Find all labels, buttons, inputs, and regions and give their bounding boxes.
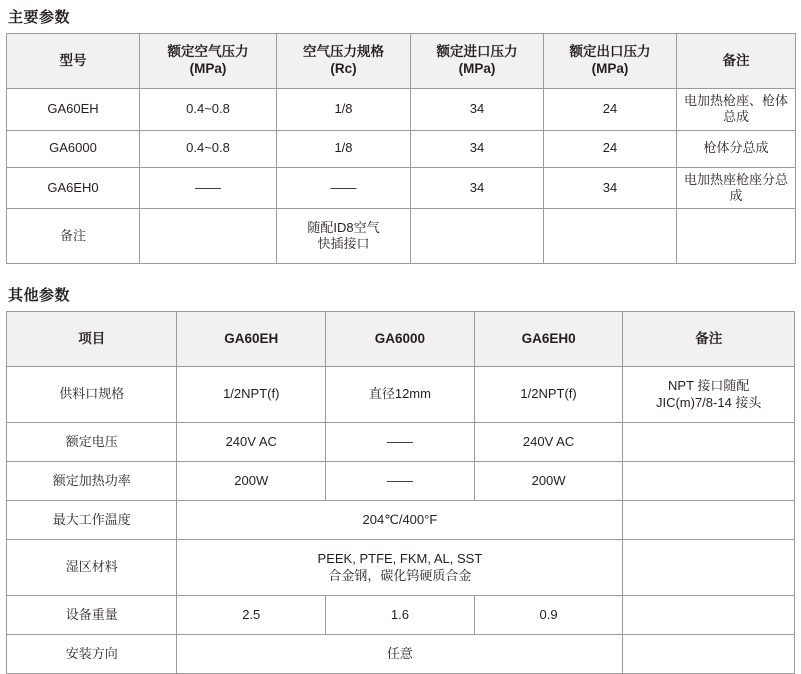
cell-ga6000: 1.6 bbox=[326, 596, 475, 635]
cell-outlet-pressure: 34 bbox=[544, 167, 677, 209]
cell-air-pressure: 0.4~0.8 bbox=[140, 130, 277, 167]
table-row bbox=[7, 501, 795, 540]
cell-outlet-pressure: 24 bbox=[544, 89, 677, 131]
col-header-air-pressure-line1: 额定空气压力 bbox=[167, 44, 249, 60]
cell-remark-line1: NPT 接口随配 bbox=[668, 378, 750, 394]
table-row bbox=[7, 596, 795, 635]
cell-air-pressure: 0.4~0.8 bbox=[140, 89, 277, 131]
col-header-inlet-pressure bbox=[411, 34, 544, 89]
col-header-remark bbox=[677, 34, 796, 89]
cell-footer-inlet bbox=[411, 209, 544, 264]
cell-item: 设备重量 bbox=[7, 596, 177, 635]
col-header-model bbox=[7, 34, 140, 89]
cell-outlet-pressure: 24 bbox=[544, 130, 677, 167]
cell-footer-air-spec bbox=[277, 209, 411, 264]
table-row bbox=[7, 462, 795, 501]
section-title-main-params: 主要参数 bbox=[8, 9, 71, 26]
col-header-air-pressure bbox=[140, 34, 277, 89]
cell-footer-label: 备注 bbox=[7, 209, 140, 264]
cell-model: GA6EH0 bbox=[7, 167, 140, 209]
table-row bbox=[7, 367, 795, 423]
cell-remark bbox=[623, 462, 795, 501]
cell-ga6000: —— bbox=[326, 462, 475, 501]
cell-air-spec: 1/8 bbox=[277, 89, 411, 131]
col-header-inlet-pressure-line2: (MPa) bbox=[458, 61, 496, 76]
cell-ga6eh0: 200W bbox=[474, 462, 623, 501]
cell-inlet-pressure: 34 bbox=[411, 167, 544, 209]
cell-air-spec: 1/8 bbox=[277, 130, 411, 167]
cell-remark: 电加热枪座、枪体总成 bbox=[677, 89, 796, 131]
cell-model: GA60EH bbox=[7, 89, 140, 131]
table-row bbox=[7, 167, 796, 209]
table-row bbox=[7, 540, 795, 596]
col-header-model-line1: 型号 bbox=[59, 52, 87, 68]
cell-remark bbox=[623, 423, 795, 462]
cell-ga60eh: 2.5 bbox=[177, 596, 326, 635]
col-header-outlet-pressure-line1: 额定出口压力 bbox=[569, 44, 651, 60]
cell-merged-value: 任意 bbox=[177, 635, 623, 674]
cell-air-pressure: —— bbox=[140, 167, 277, 209]
cell-footer-air-spec-line1: 随配ID8空气 bbox=[307, 219, 380, 235]
cell-remark bbox=[623, 540, 795, 596]
cell-air-spec: —— bbox=[277, 167, 411, 209]
cell-footer-air-pressure bbox=[140, 209, 277, 264]
cell-inlet-pressure: 34 bbox=[411, 130, 544, 167]
cell-ga60eh: 1/2NPT(f) bbox=[177, 367, 326, 423]
cell-item: 供料口规格 bbox=[7, 367, 177, 423]
col-header-air-pressure-line2: (MPa) bbox=[189, 61, 227, 76]
col-header-item: 项目 bbox=[7, 312, 177, 367]
cell-footer-air-spec-line2: 快插接口 bbox=[317, 236, 370, 251]
cell-remark-line2: JIC(m)7/8-14 接头 bbox=[655, 394, 762, 410]
cell-ga6eh0: 240V AC bbox=[474, 423, 623, 462]
cell-merged-value-line2: 合金钢，碳化钨硬质合金 bbox=[328, 567, 472, 583]
cell-remark bbox=[623, 635, 795, 674]
section-title-other-params: 其他参数 bbox=[8, 287, 71, 304]
document-page bbox=[0, 6, 801, 661]
cell-ga6eh0: 1/2NPT(f) bbox=[474, 367, 623, 423]
cell-item: 湿区材料 bbox=[7, 540, 177, 596]
col-header-air-spec bbox=[277, 34, 411, 89]
table-header-other bbox=[7, 312, 795, 367]
col-header-air-spec-line2: (Rc) bbox=[330, 61, 357, 76]
cell-remark: 电加热座枪座分总成 bbox=[677, 167, 796, 209]
cell-remark bbox=[623, 501, 795, 540]
cell-remark bbox=[623, 596, 795, 635]
table-body-other bbox=[7, 367, 795, 674]
cell-merged-value: 204℃/400°F bbox=[177, 501, 623, 540]
col-header-air-spec-line1: 空气压力规格 bbox=[303, 44, 384, 60]
col-header-inlet-pressure-line1: 额定进口压力 bbox=[436, 44, 518, 60]
table-row bbox=[7, 635, 795, 674]
table-row bbox=[7, 130, 796, 167]
cell-ga6000: 直径12mm bbox=[326, 367, 475, 423]
col-header-outlet-pressure bbox=[544, 34, 677, 89]
cell-ga60eh: 200W bbox=[177, 462, 326, 501]
cell-item: 额定电压 bbox=[7, 423, 177, 462]
header-row bbox=[7, 312, 795, 367]
table-row-footer bbox=[7, 209, 796, 264]
table-header-main bbox=[7, 34, 796, 89]
cell-footer-outlet bbox=[544, 209, 677, 264]
section-spacer bbox=[6, 264, 795, 278]
cell-model: GA6000 bbox=[7, 130, 140, 167]
col-header-remark: 备注 bbox=[623, 312, 795, 367]
header-row bbox=[7, 34, 796, 89]
cell-ga60eh: 240V AC bbox=[177, 423, 326, 462]
cell-ga6eh0: 0.9 bbox=[474, 596, 623, 635]
cell-footer-remark bbox=[677, 209, 796, 264]
col-header-ga6000: GA6000 bbox=[326, 312, 475, 367]
table-row bbox=[7, 89, 796, 131]
cell-remark bbox=[623, 367, 795, 423]
cell-item: 额定加热功率 bbox=[7, 462, 177, 501]
cell-ga6000: —— bbox=[326, 423, 475, 462]
cell-merged-value bbox=[177, 540, 623, 596]
table-body-main bbox=[7, 89, 796, 264]
table-row bbox=[7, 423, 795, 462]
cell-item: 最大工作温度 bbox=[7, 501, 177, 540]
other-parameters-table bbox=[6, 311, 795, 674]
col-header-ga60eh: GA60EH bbox=[177, 312, 326, 367]
col-header-ga6eh0: GA6EH0 bbox=[474, 312, 623, 367]
col-header-outlet-pressure-line2: (MPa) bbox=[591, 61, 629, 76]
col-header-remark-line1: 备注 bbox=[722, 52, 750, 68]
cell-item: 安装方向 bbox=[7, 635, 177, 674]
main-parameters-table bbox=[6, 33, 796, 264]
cell-inlet-pressure: 34 bbox=[411, 89, 544, 131]
cell-merged-value-line1: PEEK, PTFE, FKM, AL, SST bbox=[317, 551, 483, 567]
cell-remark: 枪体分总成 bbox=[677, 130, 796, 167]
